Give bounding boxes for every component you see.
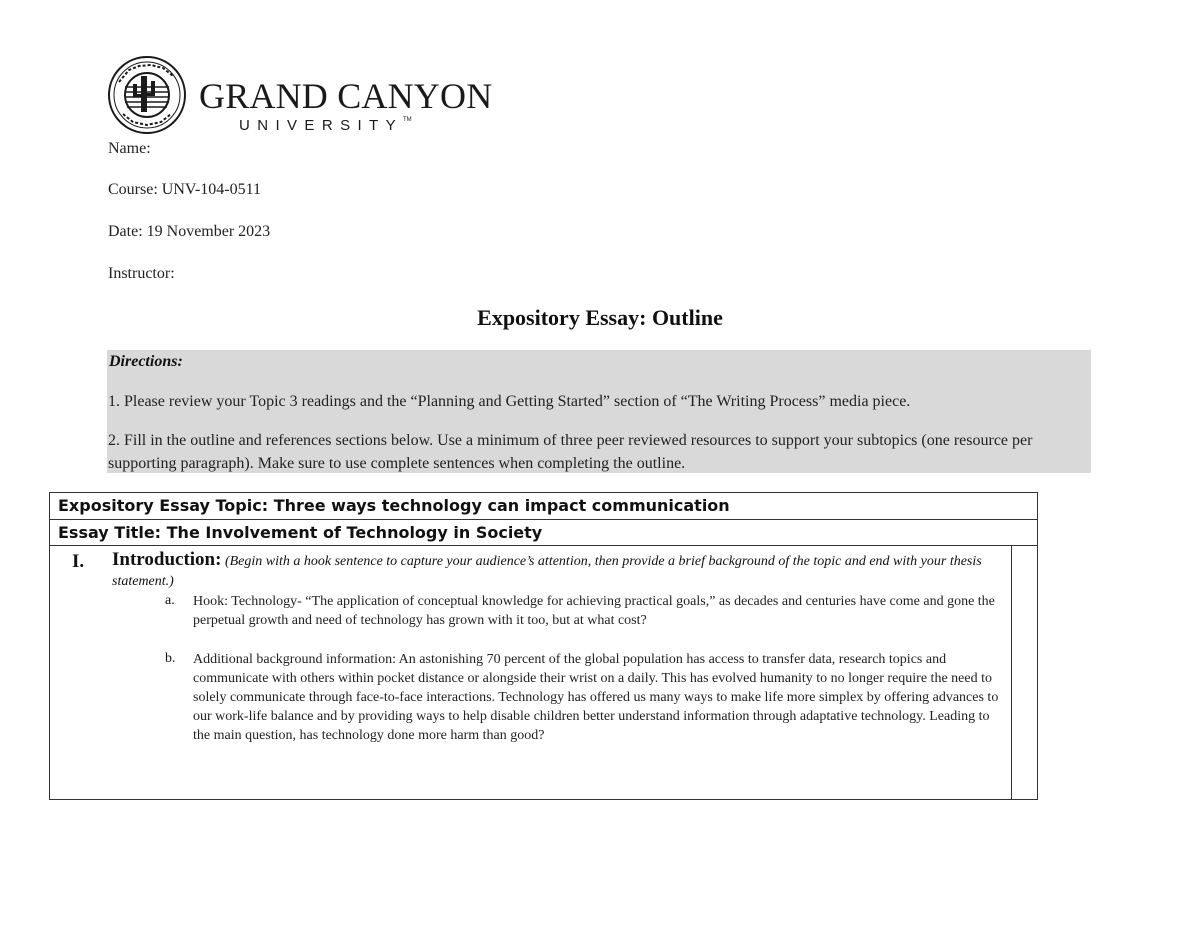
name-field: Name: <box>108 140 151 157</box>
section-numeral: I. <box>72 551 85 572</box>
directions-box <box>107 350 1091 473</box>
university-logo <box>107 54 493 138</box>
hook-text: Hook: Technology- “The application of conceptual knowledge for achieving practical goals,” as decades and centuries have come and gone the perpetual growth and need of technology has grown with it too, but at what cost? <box>193 594 995 628</box>
trademark-mark: TM <box>403 117 412 123</box>
course-field: Course: UNV-104-0511 <box>108 181 262 198</box>
page-title: Expository Essay: Outline <box>477 305 723 330</box>
cell-divider <box>1011 546 1012 800</box>
essay-topic-text: Expository Essay Topic: Three ways technology can impact communication <box>58 496 730 515</box>
essay-topic-row <box>50 493 1037 520</box>
background-letter: b. <box>165 651 176 666</box>
logo-subline: UNIVERSITY™ <box>239 117 412 134</box>
introduction-heading: Introduction: <box>112 549 222 570</box>
essay-title-row <box>50 520 1037 546</box>
university-seal-icon <box>107 54 191 138</box>
directions-item-1: 1. Please review your Topic 3 readings and the “Planning and Getting Started” section of “The Writing Process” media piece. <box>108 393 911 410</box>
date-field: Date: 19 November 2023 <box>108 223 271 240</box>
introduction-heading-block <box>112 550 992 592</box>
essay-title-text: Essay Title: The Involvement of Technology in Society <box>58 523 543 542</box>
instructor-field: Instructor: <box>108 265 175 282</box>
hook-letter: a. <box>165 593 175 608</box>
introduction-instruction: (Begin with a hook sentence to capture your audience’s attention, then provide a brief background of the topic and end with your thesis statement.) <box>112 554 982 589</box>
background-text: Additional background information: An astonishing 70 percent of the global population has access to transfer data, research topics and communicate with others within pocket distance or alongside their wrist on a daily. This has evolved humanity to no longer require the need to solely communicate through face-to-face interactions. Technology has offered us many ways to make life more simplex by offering advances to our work-life balance and by providing ways to help disable children better understand information through adaptative technology. Leading to the main question, has technology done more harm than good? <box>193 652 999 743</box>
directions-item-2: 2. Fill in the outline and references sections below. Use a minimum of three peer reviewed resources to support your subtopics (one resource per supporting paragraph). Make sure to use complete sentences when completing the outline. <box>108 432 1033 472</box>
outline-table <box>49 492 1038 800</box>
directions-heading: Directions: <box>109 353 183 370</box>
logo-wordmark: GRAND CANYON <box>199 76 493 116</box>
